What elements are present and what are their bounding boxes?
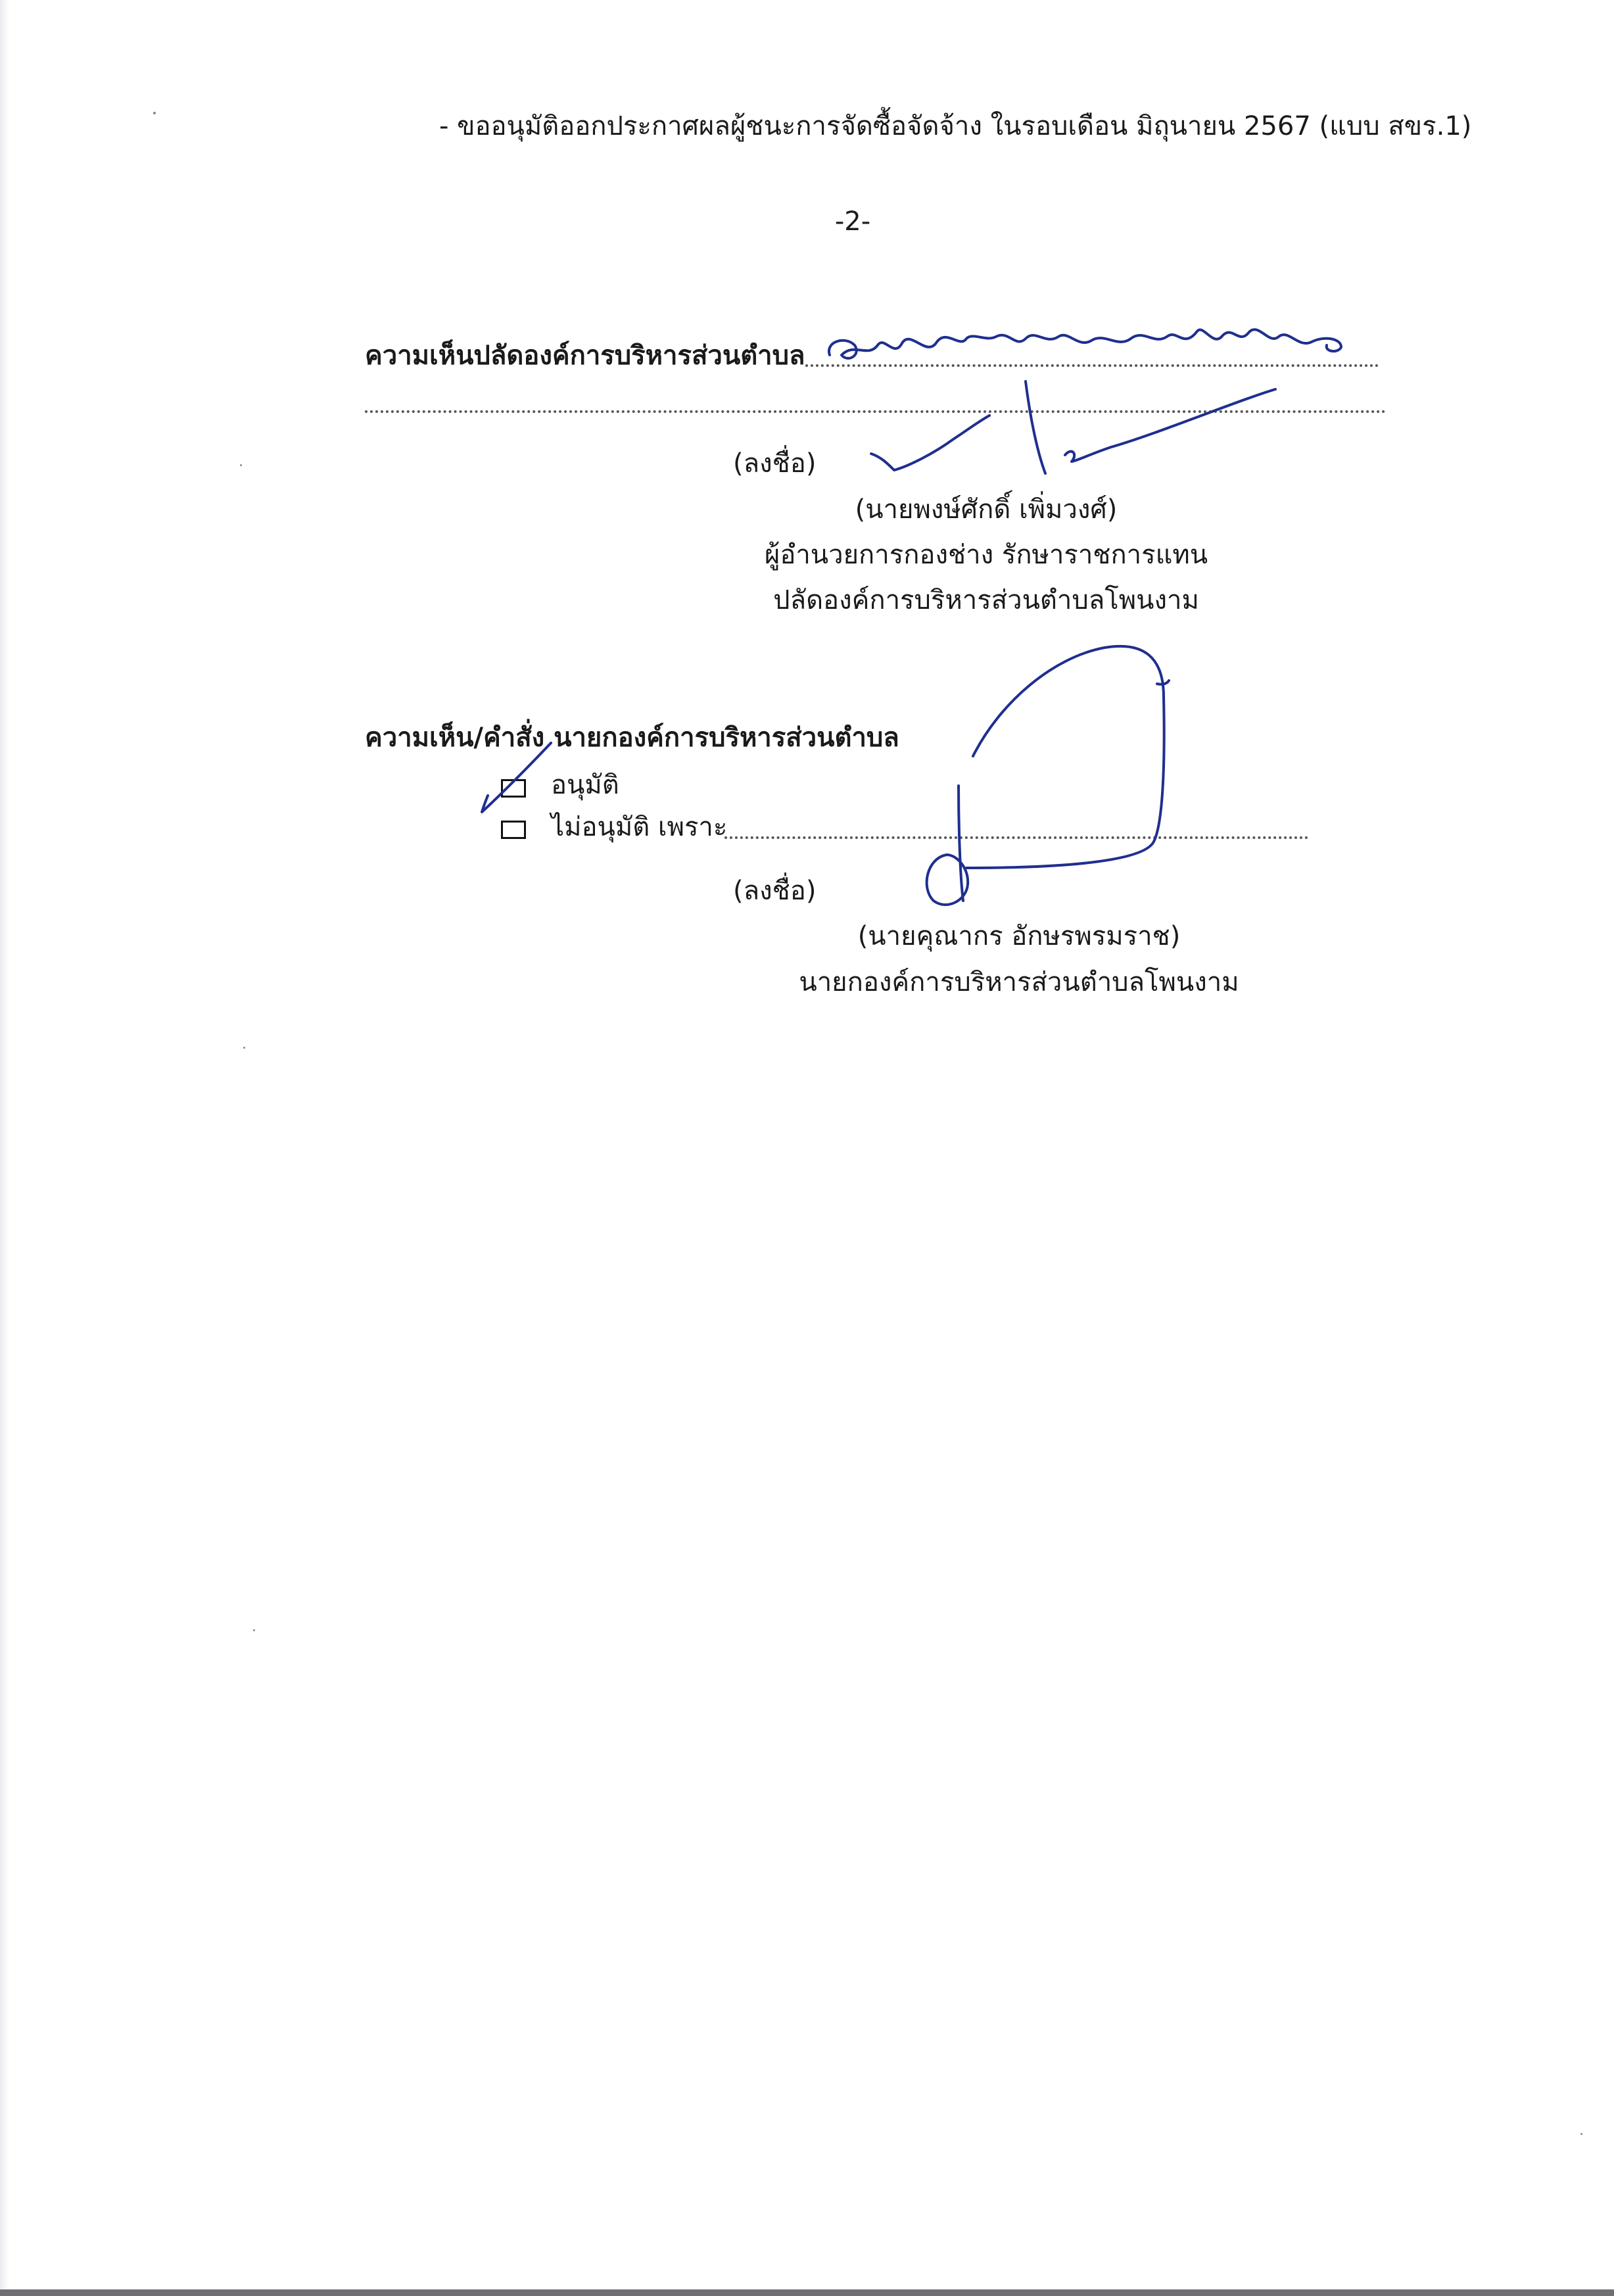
handwritten-opinion: [829, 329, 1341, 358]
deputy-opinion-heading: ความเห็นปลัดองค์การบริหารส่วนตำบล: [365, 341, 805, 371]
deputy-signer-position-1: ผู้อำนวยการกองช่าง รักษาราชการแทน: [764, 540, 1208, 570]
approve-checkbox[interactable]: [501, 779, 526, 798]
deputy-signature: [871, 381, 1275, 473]
deputy-opinion-dotted-line-1: [805, 364, 1379, 367]
deputy-opinion-dotted-line-2: [365, 410, 1386, 413]
mayor-signature: [927, 646, 1169, 905]
deputy-sign-prefix: (ลงชื่อ): [733, 448, 817, 479]
page-number: -2-: [834, 206, 871, 237]
mayor-sign-prefix: (ลงชื่อ): [733, 876, 817, 906]
scan-speck: [253, 1629, 255, 1631]
scan-edge-bottom: [0, 2289, 1614, 2296]
scan-speck: [153, 112, 156, 114]
reject-reason-dotted-line: [724, 836, 1308, 839]
scan-speck: [240, 464, 242, 466]
subject-line: - ขออนุมัติออกประกาศผลผู้ชนะการจัดซื้อจัดจ้าง ในรอบเดือน มิถุนายน 2567 (แบบ สขร.1): [439, 111, 1472, 141]
reject-label: ไม่อนุมัติ เพราะ: [551, 812, 728, 842]
scan-speck: [1580, 2133, 1582, 2135]
mayor-order-heading: ความเห็น/คำสั่ง นายกองค์การบริหารส่วนตำบล: [365, 723, 899, 753]
scan-edge-left: [0, 0, 9, 2296]
scan-speck: [243, 1047, 245, 1049]
reject-checkbox[interactable]: [501, 821, 526, 839]
mayor-signer-position: นายกองค์การบริหารส่วนตำบลโพนงาม: [799, 967, 1239, 997]
deputy-signer-name: (นายพงษ์ศักดิ์ เพิ่มวงศ์): [855, 494, 1118, 525]
deputy-signer-position-2: ปลัดองค์การบริหารส่วนตำบลโพนงาม: [773, 585, 1199, 615]
approve-label: อนุมัติ: [551, 770, 619, 800]
mayor-signer-name: (นายคุณากร อักษรพรมราช): [857, 921, 1181, 951]
